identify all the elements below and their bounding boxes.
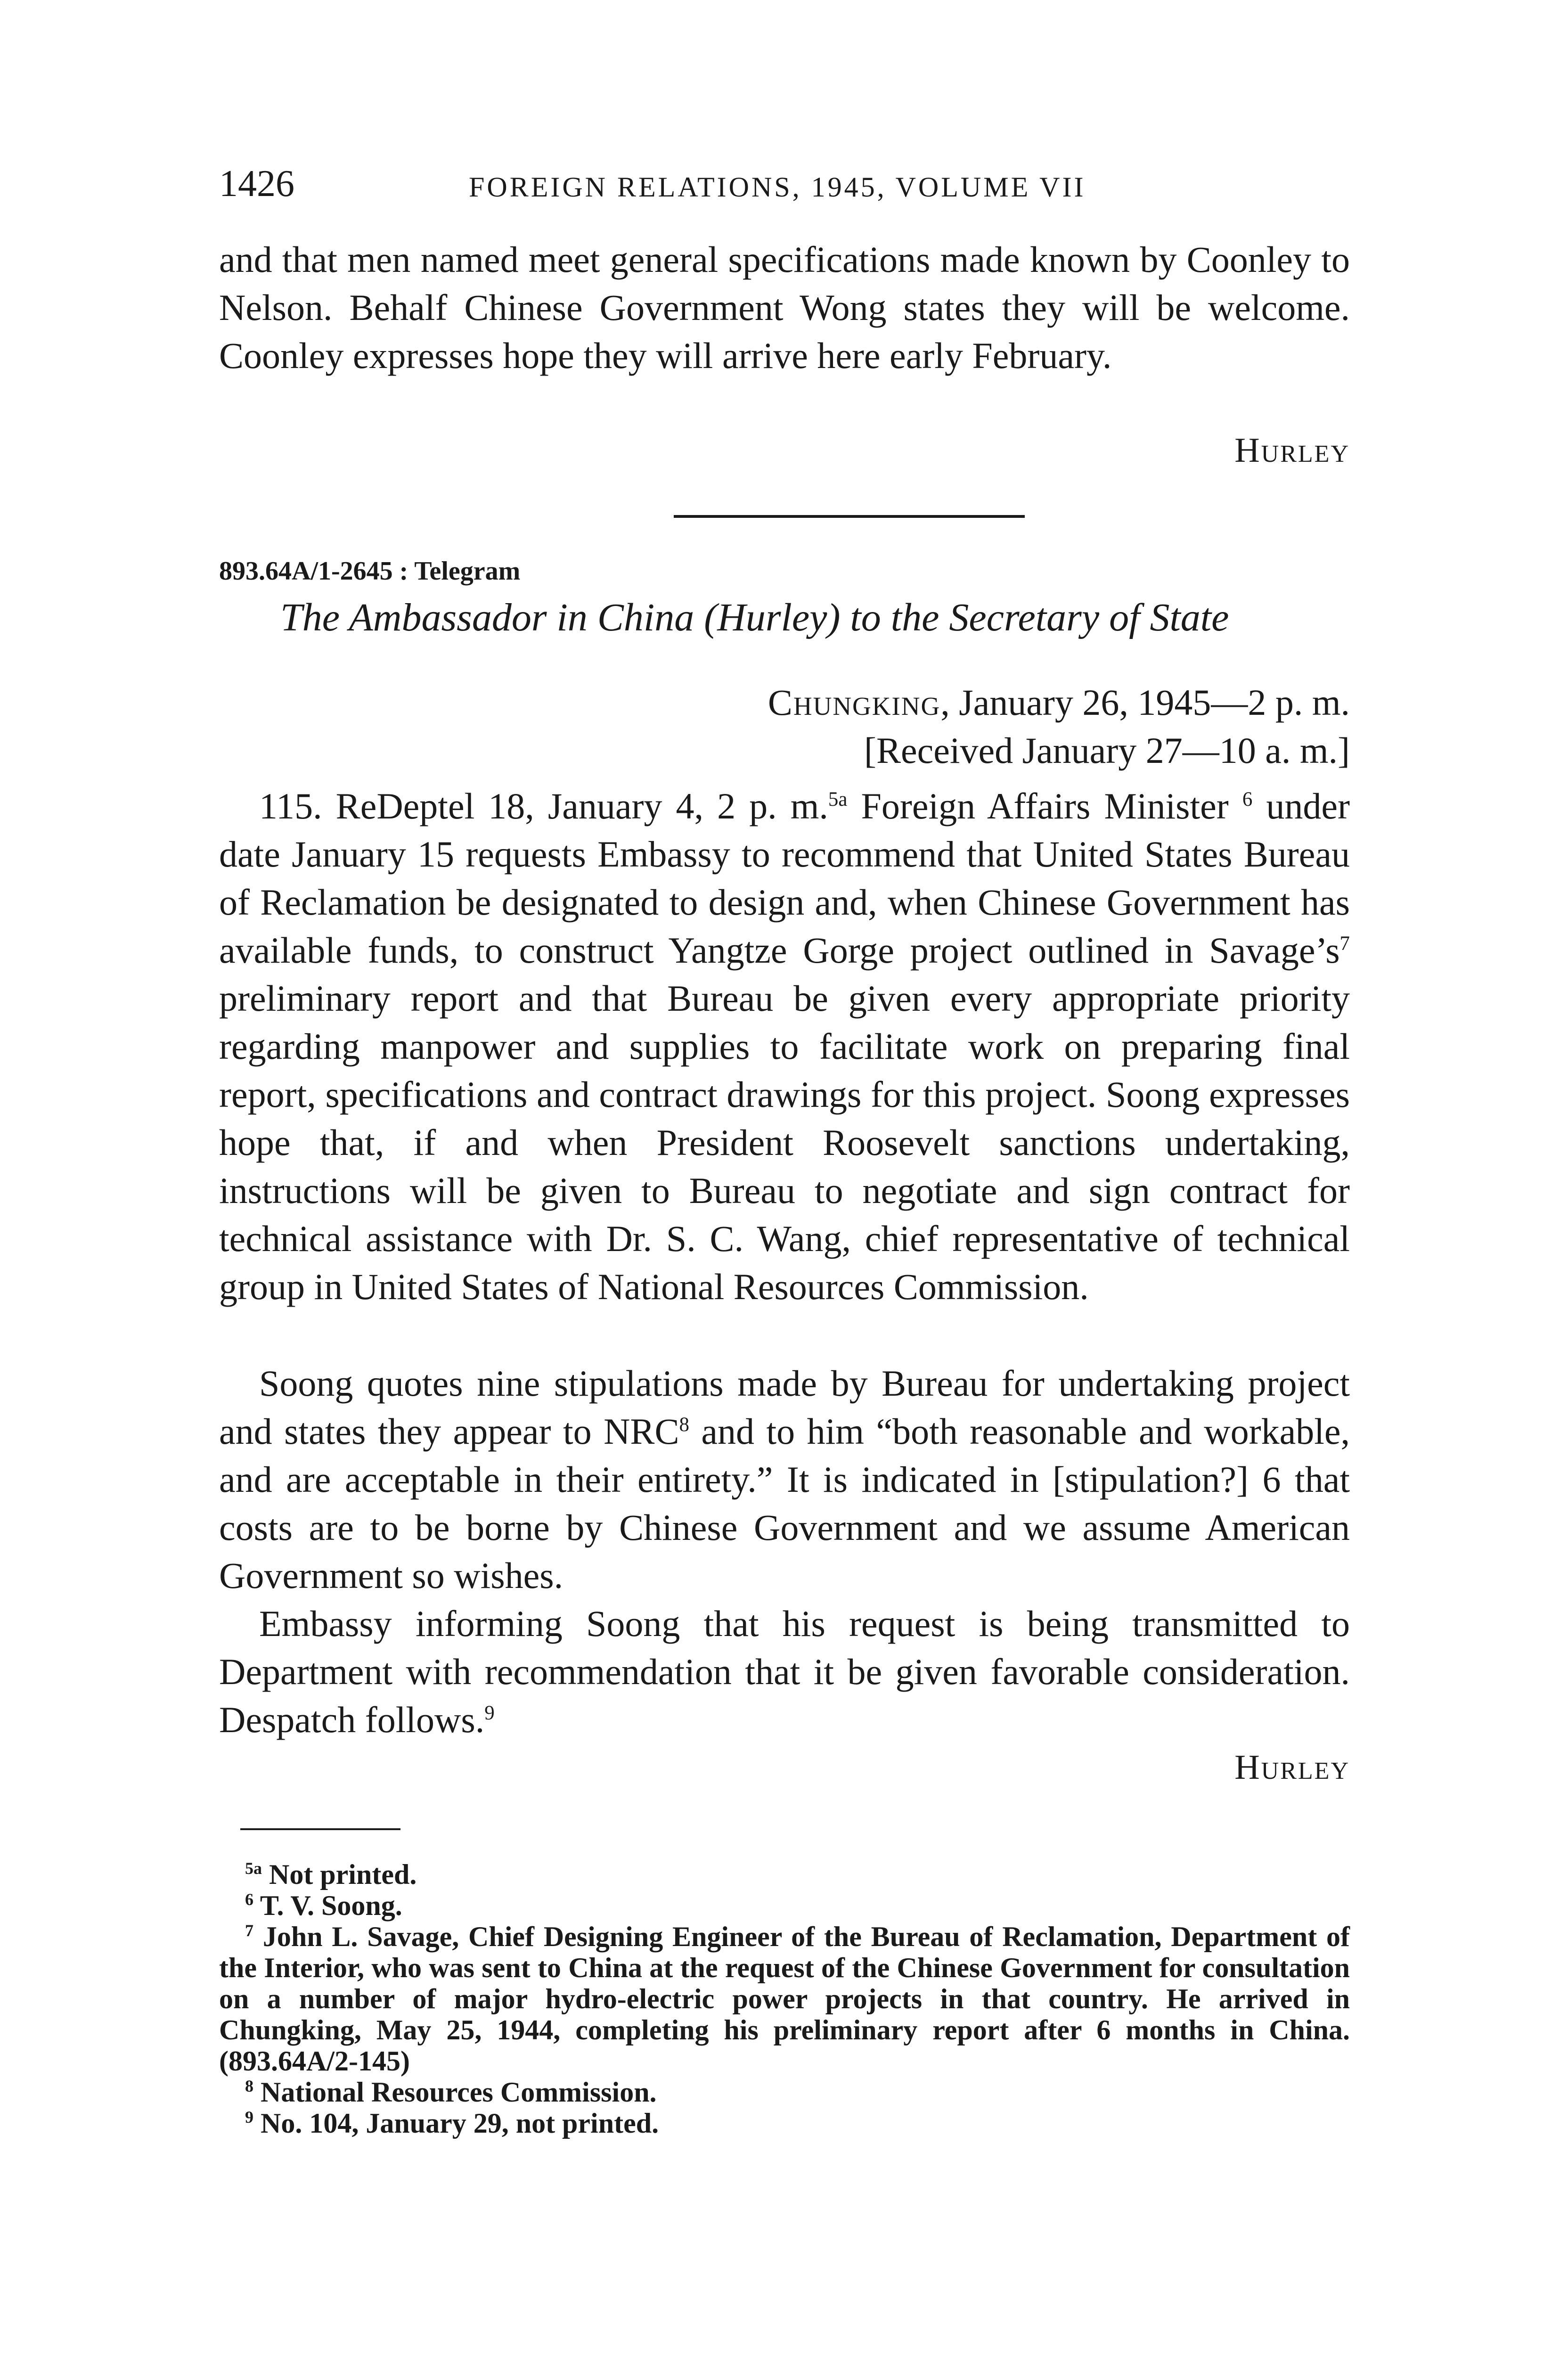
paragraph-text: Embassy informing Soong that his request is being transmitted to Department with recommendation that it be given favorable consideration. Despatch follows. [219, 1603, 1350, 1740]
footnote-text: T. V. Soong. [260, 1890, 402, 1921]
footnote-mark: 9 [245, 2108, 253, 2127]
footnote-mark: 8 [245, 2077, 253, 2095]
paragraph-text: and to him “both reasonable and workable, and are acceptable in their entirety.” It is indicated in [stipulation?] 6 that costs are to be borne by Chinese Government and we assume American Government so wishes. [219, 1411, 1350, 1596]
footnote [219, 2108, 1350, 2139]
footnote-mark: 7 [245, 1921, 253, 1940]
paragraph-text: Foreign Affairs Minister [847, 785, 1242, 826]
received-line: [Received January 27—10 a. m.] [864, 730, 1350, 771]
footnote-text: Not printed. [269, 1859, 417, 1890]
telegram-paragraph-3 [219, 1600, 1350, 1744]
footnotes [219, 1859, 1350, 2139]
dateline-date: , January 26, 1945—2 p. m. [940, 682, 1350, 723]
footnote-ref-7: 7 [1339, 933, 1350, 955]
footnote-mark: 5a [245, 1859, 262, 1878]
paragraph-text: under date January 15 requests Embassy to recommend that United States Bureau of Reclamation be designated to design and, when Chinese Government has available funds, to construct Yangtze Gorge project outlined in Savage’s [219, 785, 1350, 971]
dateline-place: Chungking [768, 682, 941, 723]
footnote [219, 2077, 1350, 2108]
running-head: FOREIGN RELATIONS, 1945, VOLUME VII [469, 172, 1086, 203]
footnote-ref-5a: 5a [828, 788, 848, 810]
telegram-paragraph-1 [219, 782, 1350, 1311]
footnote-text: John L. Savage, Chief Designing Engineer of the Bureau of Reclamation, Department of the Interior, who was sent to China at the request of the Chinese Government for consultation on a number of major hydro-electric power projects in that country. He arrived in Chungking, May 25, 1944, completing his preliminary report after 6 months in China. (893.64A/2-145) [219, 1921, 1350, 2077]
footnote [219, 1859, 1350, 1890]
previous-signature: Hurley [1234, 431, 1350, 470]
section-divider [674, 515, 1025, 518]
footnote [219, 1890, 1350, 1921]
footnote-ref-8: 8 [679, 1414, 689, 1436]
signature: Hurley [1234, 1748, 1350, 1787]
footnote-ref-6: 6 [1242, 788, 1253, 810]
footnote [219, 1921, 1350, 2077]
footnote-ref-9: 9 [484, 1702, 495, 1724]
paragraph-text: 115. ReDeptel 18, January 4, 2 p. m. [259, 785, 828, 826]
document-title: The Ambassador in China (Hurley) to the Secretary of State [280, 596, 1229, 639]
footnote-text: National Resources Commission. [261, 2077, 657, 2108]
paragraph-text: Soong quotes nine stipulations made by Bureau for undertaking project and states they appear to NRC [219, 1363, 1350, 1452]
signature-block [219, 1743, 1350, 1795]
telegram-paragraph-2 [219, 1359, 1350, 1600]
paragraph-text: preliminary report and that Bureau be given every appropriate priority regarding manpower and supplies to facilitate work on preparing final report, specifications and contract drawings for this project. Soong expresses hope that, if and when President Roosevelt sanctions undertaking, instructions will be given to Bureau to negotiate and sign contract for technical assistance with Dr. S. C. Wang, chief representative of technical group in United States of National Resources Commission. [219, 978, 1350, 1307]
page-number: 1426 [219, 163, 294, 205]
file-reference: 893.64A/1-2645 : Telegram [219, 556, 521, 586]
footnote-mark: 6 [245, 1890, 253, 1909]
footnote-text: No. 104, January 29, not printed. [261, 2108, 659, 2139]
previous-document-text [219, 236, 1350, 380]
previous-signature-block [219, 426, 1350, 478]
footnote-divider [240, 1828, 400, 1830]
page-header [219, 163, 1350, 214]
previous-document-paragraph: and that men named meet general specifications made known by Coonley to Nelson. Behalf Chinese Government Wong states they will be welcome. Coonley expresses hope they will arrive here early February. [219, 239, 1350, 376]
dateline [768, 679, 1350, 727]
